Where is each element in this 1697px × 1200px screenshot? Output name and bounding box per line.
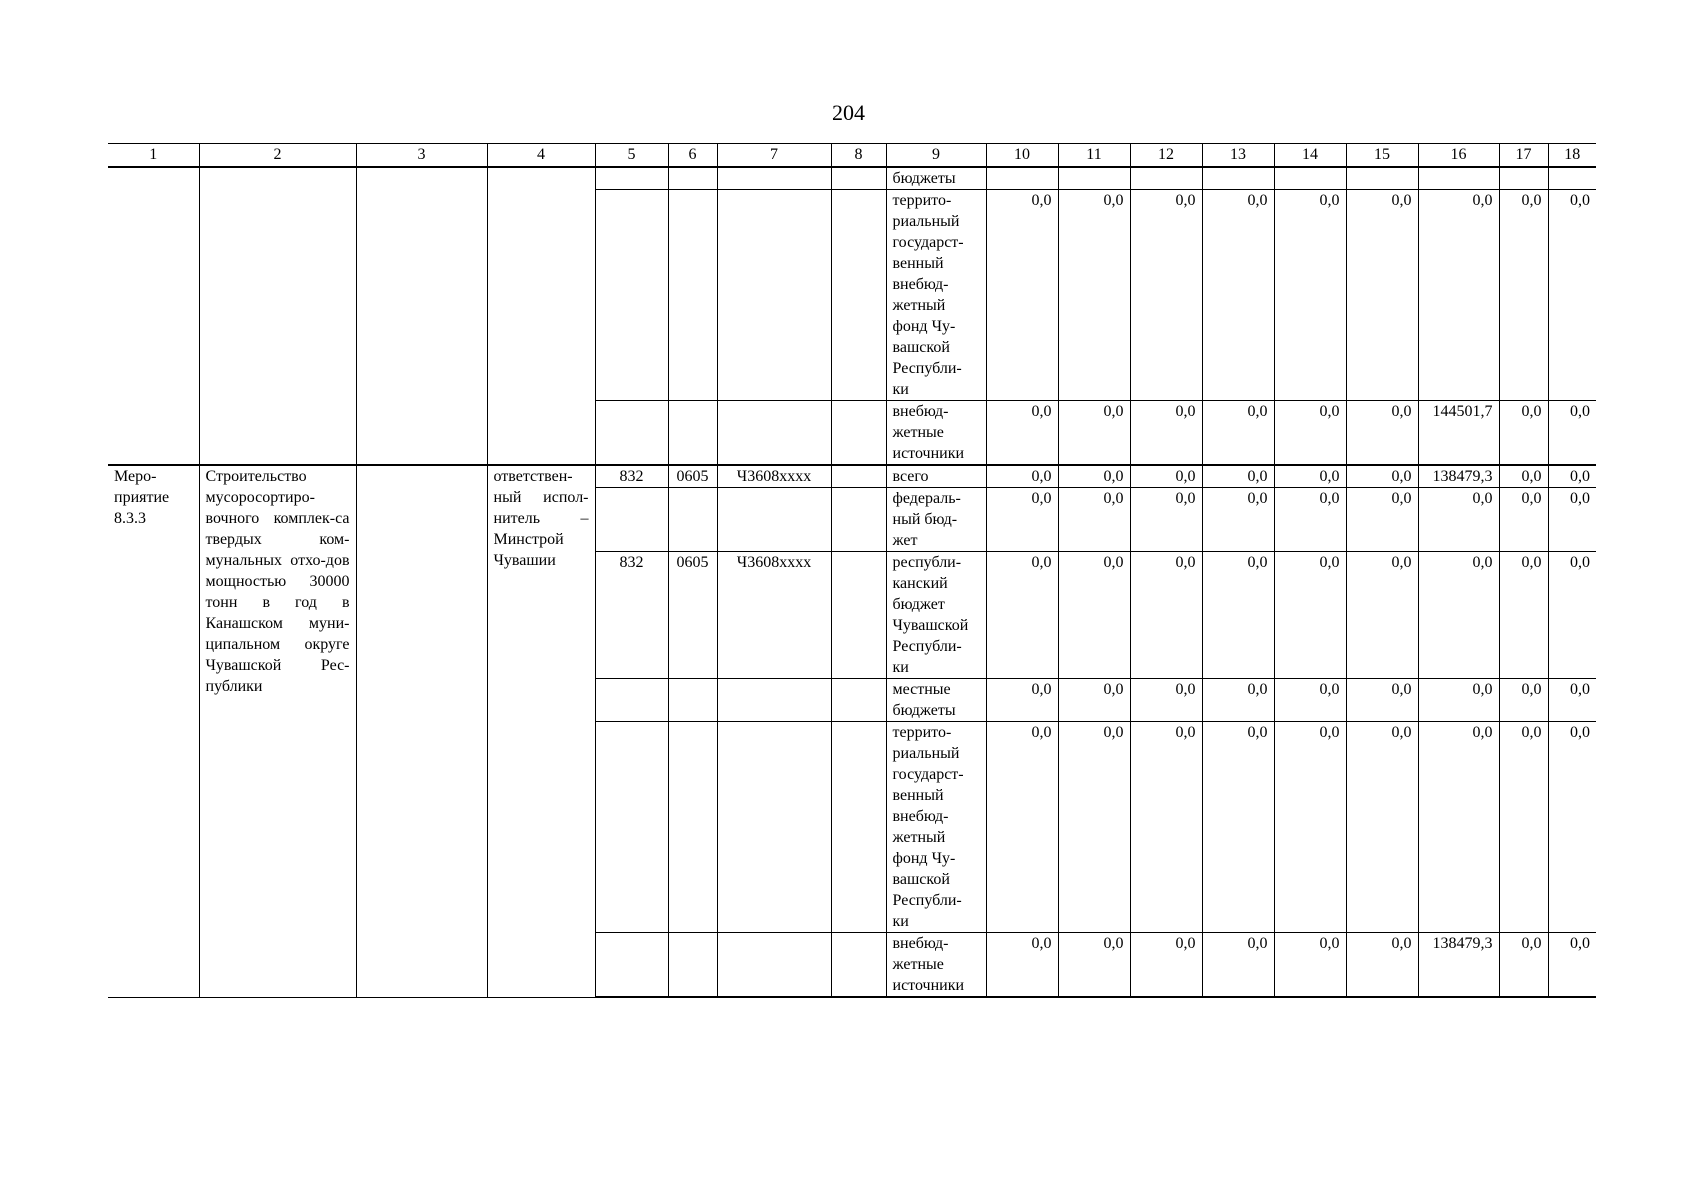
code-grbs — [595, 488, 668, 552]
col-header: 2 — [199, 144, 356, 168]
measure-executor: ответствен-ный испол-нитель – Минстрой Чувашии — [487, 465, 595, 997]
value-cell: 0,0 — [1499, 465, 1548, 488]
code-cell — [668, 190, 717, 401]
value-cell: 0,0 — [1418, 190, 1499, 401]
value-cell: 0,0 — [1346, 465, 1418, 488]
col-header: 3 — [356, 144, 487, 168]
table-row — [108, 465, 1596, 488]
col-header: 7 — [717, 144, 831, 168]
code-section — [668, 933, 717, 998]
funding-source: бюджеты — [886, 167, 986, 190]
value-cell: 0,0 — [986, 465, 1058, 488]
value-cell: 0,0 — [1274, 190, 1346, 401]
code-target — [717, 933, 831, 998]
code-cell — [831, 190, 886, 401]
value-cell: 138479,3 — [1418, 465, 1499, 488]
col-header: 12 — [1130, 144, 1202, 168]
col-header: 18 — [1548, 144, 1596, 168]
code-grbs — [595, 722, 668, 933]
value-cell: 0,0 — [1130, 722, 1202, 933]
value-cell: 0,0 — [1274, 933, 1346, 998]
value-cell: 0,0 — [1499, 552, 1548, 679]
value-cell: 0,0 — [1202, 552, 1274, 679]
funding-source: местные бюджеты — [886, 679, 986, 722]
col-header: 13 — [1202, 144, 1274, 168]
code-cell — [717, 190, 831, 401]
value-cell: 0,0 — [986, 488, 1058, 552]
code-section — [668, 679, 717, 722]
value-cell — [1346, 167, 1418, 190]
value-cell: 0,0 — [1202, 401, 1274, 466]
code-section: 0605 — [668, 465, 717, 488]
col-header: 11 — [1058, 144, 1130, 168]
col-header: 4 — [487, 144, 595, 168]
value-cell: 0,0 — [1130, 933, 1202, 998]
value-cell: 0,0 — [1130, 190, 1202, 401]
code-cell — [595, 401, 668, 466]
value-cell: 0,0 — [1418, 722, 1499, 933]
value-cell: 0,0 — [1058, 552, 1130, 679]
value-cell: 0,0 — [1274, 465, 1346, 488]
value-cell: 0,0 — [1346, 679, 1418, 722]
value-cell: 0,0 — [1202, 679, 1274, 722]
code-grbs — [595, 933, 668, 998]
measure-name-cell — [199, 167, 356, 465]
value-cell: 0,0 — [1548, 401, 1596, 466]
code-type — [831, 679, 886, 722]
value-cell: 0,0 — [1130, 401, 1202, 466]
code-cell — [831, 167, 886, 190]
value-cell: 0,0 — [1499, 722, 1548, 933]
table-body — [108, 144, 1596, 998]
measure-name: Строительство мусоросортиро-вочного комплек-са твердых ком-мунальных отхо-дов мощностью 30000 тонн в год в Канашском муни-ципальном округе Чувашской Рес-публики — [199, 465, 356, 997]
value-cell — [986, 167, 1058, 190]
code-target — [717, 722, 831, 933]
value-cell: 0,0 — [1202, 933, 1274, 998]
value-cell: 0,0 — [1058, 722, 1130, 933]
value-cell: 0,0 — [986, 933, 1058, 998]
value-cell: 0,0 — [1499, 401, 1548, 466]
value-cell: 0,0 — [1058, 488, 1130, 552]
value-cell: 0,0 — [1346, 933, 1418, 998]
col-header: 9 — [886, 144, 986, 168]
blank-cell — [356, 167, 487, 465]
funding-source: федераль- ный бюд- жет — [886, 488, 986, 552]
code-cell — [595, 167, 668, 190]
value-cell: 0,0 — [986, 679, 1058, 722]
funding-source: внебюд- жетные источники — [886, 401, 986, 466]
col-header: 8 — [831, 144, 886, 168]
value-cell: 0,0 — [1058, 933, 1130, 998]
value-cell — [1202, 167, 1274, 190]
funding-source: террито- риальный государст- венный внебюд- жетный фонд Чу- вашской Республи- ки — [886, 722, 986, 933]
code-cell — [831, 401, 886, 466]
value-cell: 0,0 — [1274, 401, 1346, 466]
code-type — [831, 933, 886, 998]
code-target — [717, 488, 831, 552]
value-cell: 0,0 — [1130, 488, 1202, 552]
value-cell: 0,0 — [986, 722, 1058, 933]
value-cell: 0,0 — [1274, 679, 1346, 722]
value-cell: 0,0 — [986, 552, 1058, 679]
value-cell: 0,0 — [1202, 722, 1274, 933]
col-header: 10 — [986, 144, 1058, 168]
value-cell: 138479,3 — [1418, 933, 1499, 998]
value-cell: 0,0 — [1058, 679, 1130, 722]
value-cell: 0,0 — [1130, 679, 1202, 722]
value-cell: 0,0 — [1346, 722, 1418, 933]
value-cell: 0,0 — [1499, 190, 1548, 401]
value-cell: 0,0 — [986, 401, 1058, 466]
value-cell: 0,0 — [1346, 552, 1418, 679]
value-cell: 0,0 — [1548, 722, 1596, 933]
value-cell: 0,0 — [1418, 552, 1499, 679]
value-cell: 0,0 — [1202, 190, 1274, 401]
executor-cell — [487, 167, 595, 465]
value-cell — [1418, 167, 1499, 190]
code-grbs: 832 — [595, 465, 668, 488]
blank-cell — [356, 465, 487, 997]
col-header: 5 — [595, 144, 668, 168]
value-cell: 0,0 — [1346, 190, 1418, 401]
value-cell — [1130, 167, 1202, 190]
value-cell: 0,0 — [1274, 488, 1346, 552]
value-cell: 0,0 — [1346, 488, 1418, 552]
funding-source: республи- канский бюджет Чувашской Республи- ки — [886, 552, 986, 679]
code-section: 0605 — [668, 552, 717, 679]
value-cell: 0,0 — [1499, 933, 1548, 998]
col-header: 1 — [108, 144, 199, 168]
value-cell: 0,0 — [1202, 465, 1274, 488]
code-target — [717, 679, 831, 722]
value-cell: 0,0 — [1274, 722, 1346, 933]
header-row — [108, 144, 1596, 168]
value-cell: 0,0 — [1548, 679, 1596, 722]
value-cell: 0,0 — [1058, 190, 1130, 401]
value-cell: 0,0 — [1548, 552, 1596, 679]
value-cell — [1058, 167, 1130, 190]
code-cell — [717, 401, 831, 466]
code-section — [668, 488, 717, 552]
value-cell: 0,0 — [1499, 488, 1548, 552]
page-number: 204 — [832, 100, 865, 125]
measure-label: Меро- приятие 8.3.3 — [108, 465, 199, 997]
col-header: 6 — [668, 144, 717, 168]
value-cell: 0,0 — [1274, 552, 1346, 679]
table-row — [108, 167, 1596, 190]
value-cell: 0,0 — [1202, 488, 1274, 552]
value-cell — [1548, 167, 1596, 190]
value-cell: 0,0 — [1346, 401, 1418, 466]
value-cell: 144501,7 — [1418, 401, 1499, 466]
value-cell: 0,0 — [1130, 552, 1202, 679]
value-cell: 0,0 — [1418, 679, 1499, 722]
value-cell: 0,0 — [1418, 488, 1499, 552]
col-header: 17 — [1499, 144, 1548, 168]
code-cell — [668, 401, 717, 466]
code-cell — [668, 167, 717, 190]
col-header: 15 — [1346, 144, 1418, 168]
value-cell: 0,0 — [986, 190, 1058, 401]
value-cell — [1499, 167, 1548, 190]
value-cell: 0,0 — [1130, 465, 1202, 488]
code-type — [831, 722, 886, 933]
value-cell: 0,0 — [1058, 401, 1130, 466]
code-target: Ч3608xxxx — [717, 465, 831, 488]
code-type — [831, 465, 886, 488]
value-cell: 0,0 — [1058, 465, 1130, 488]
budget-table — [108, 143, 1596, 998]
funding-source: всего — [886, 465, 986, 488]
code-target: Ч3608xxxx — [717, 552, 831, 679]
code-cell — [595, 190, 668, 401]
code-grbs — [595, 679, 668, 722]
value-cell: 0,0 — [1548, 933, 1596, 998]
code-cell — [717, 167, 831, 190]
code-type — [831, 552, 886, 679]
value-cell: 0,0 — [1548, 190, 1596, 401]
code-grbs: 832 — [595, 552, 668, 679]
value-cell: 0,0 — [1499, 679, 1548, 722]
code-type — [831, 488, 886, 552]
funding-source: внебюд- жетные источники — [886, 933, 986, 998]
col-header: 14 — [1274, 144, 1346, 168]
value-cell: 0,0 — [1548, 465, 1596, 488]
value-cell — [1274, 167, 1346, 190]
code-section — [668, 722, 717, 933]
measure-label-cell — [108, 167, 199, 465]
funding-source: террито- риальный государст- венный внебюд- жетный фонд Чу- вашской Республи- ки — [886, 190, 986, 401]
col-header: 16 — [1418, 144, 1499, 168]
value-cell: 0,0 — [1548, 488, 1596, 552]
